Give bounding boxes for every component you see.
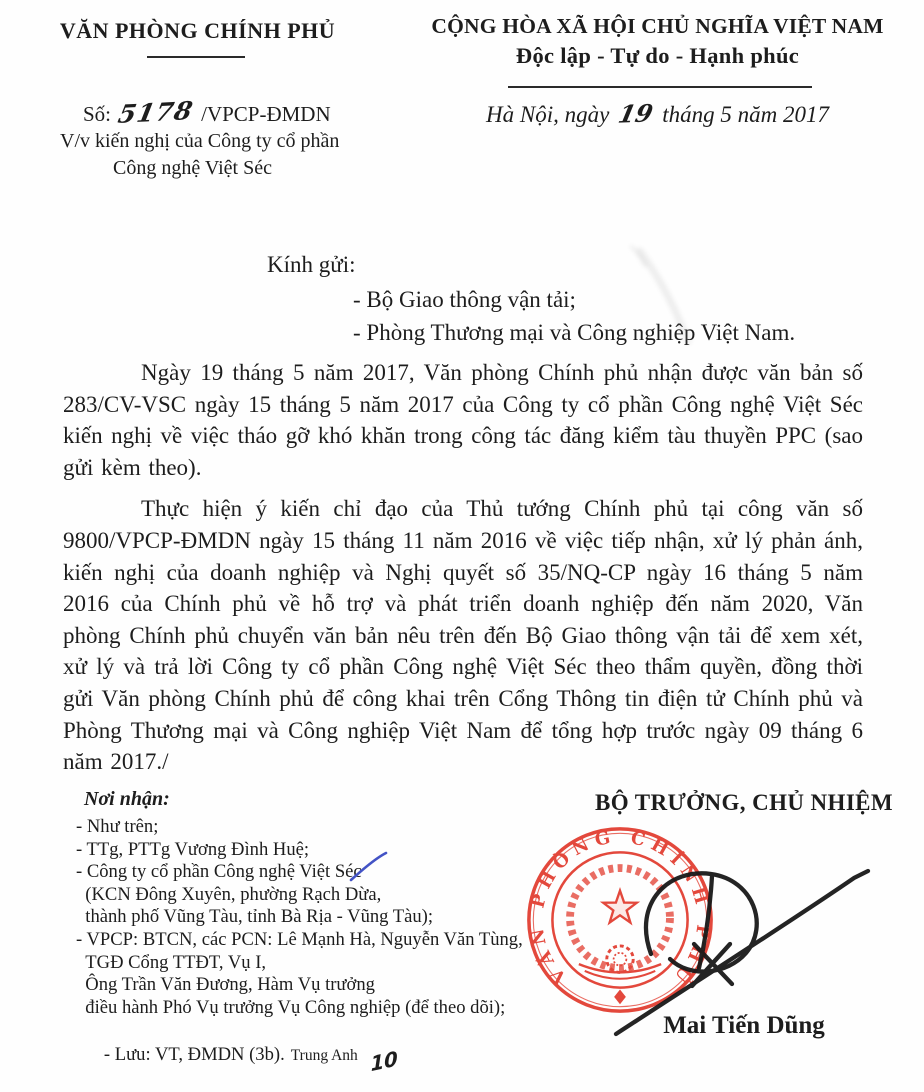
issuing-agency: VĂN PHÒNG CHÍNH PHỦ (59, 18, 336, 43)
dateline-suffix: tháng 5 năm 2017 (662, 102, 829, 127)
signer-name: Mai Tiến Dũng (663, 1012, 825, 1039)
letter-body (63, 357, 863, 788)
subject-line-2: Công nghệ Việt Séc (113, 157, 272, 179)
recipients-list (353, 284, 795, 349)
luu-item: - Lưu: VT, ĐMDN (3b). (103, 1043, 285, 1065)
noi-nhan-item: thành phố Vũng Tàu, tỉnh Bà Rịa - Vũng Tàu); (76, 906, 434, 928)
motto-divider (508, 86, 812, 88)
seal-ring-text: VĂN PHÒNG CHÍNH PHỦ (526, 826, 714, 988)
noi-nhan-item: - Như trên; (76, 816, 159, 837)
noi-nhan-item: Ông Trần Văn Đương, Hàm Vụ trưởng (76, 974, 375, 996)
noi-nhan-label: Nơi nhận: (84, 788, 170, 810)
salutation: Kính gửi: (267, 252, 356, 277)
national-header (430, 14, 885, 69)
dateline-prefix: Hà Nội, ngày (486, 102, 610, 127)
noi-nhan-item: - Công ty cổ phần Công nghệ Việt Séc (76, 861, 362, 883)
motto-line: Độc lập - Tự do - Hạnh phúc (515, 43, 800, 68)
clerk-name: Trung Anh (290, 1046, 358, 1064)
republic-line: CỘNG HÒA XÃ HỘI CHỦ NGHĨA VIỆT NAM (431, 14, 884, 38)
number-suffix: /VPCP-ĐMDN (201, 102, 331, 126)
recipient-line: - Phòng Thương mại và Công nghiệp Việt Nam. (353, 319, 796, 345)
pen-tick-icon (348, 850, 390, 884)
body-paragraph: Ngày 19 tháng 5 năm 2017, Văn phòng Chính phủ nhận được văn bản số 283/CV-VSC ngày 15 tháng 5 năm 2017 của Công ty cổ phần Công nghệ Việt Séc kiến nghị về việc tháo gỡ khó khăn trong công tác đăng kiểm tàu thuyền PPC (sao gửi kèm theo). (63, 360, 863, 480)
number-label: Số: (83, 102, 112, 126)
recipient-line: - Bộ Giao thông vận tải; (353, 287, 576, 312)
signer-title: BỘ TRƯỞNG, CHỦ NHIỆM (594, 790, 894, 815)
handwritten-number: 5178 (115, 96, 197, 129)
noi-nhan-list (76, 816, 523, 1090)
dateline (430, 99, 885, 128)
handwritten-note: 10 (369, 1045, 399, 1077)
document-number-line (83, 98, 331, 127)
luu-line (76, 1019, 523, 1090)
noi-nhan-item: điều hành Phó Vụ trưởng Vụ Công nghiệp (để theo dõi); (76, 996, 506, 1018)
issuer-divider (147, 56, 245, 58)
scan-smudge (612, 243, 722, 353)
noi-nhan-item: TGĐ Cổng TTĐT, Vụ I, (76, 951, 267, 973)
noi-nhan-item: - TTg, PTTg Vương Đình Huệ; (76, 838, 310, 860)
handwritten-day: 19 (615, 98, 656, 129)
noi-nhan-item: - VPCP: BTCN, các PCN: Lê Mạnh Hà, Nguyễn Văn Tùng, (76, 928, 523, 950)
noi-nhan-item: (KCN Đông Xuyên, phường Rạch Dừa, (76, 883, 382, 905)
body-paragraph: Thực hiện ý kiến chỉ đạo của Thủ tướng Chính phủ tại công văn số 9800/VPCP-ĐMDN ngày 15 tháng 11 năm 2016 về việc tiếp nhận, xử lý phản ánh, kiến nghị của doanh nghiệp và Nghị quyết số 35/NQ-CP ngày 16 tháng 5 năm 2016 của Chính phủ về hỗ trợ và phát triển doanh nghiệp đến năm 2020, Văn phòng Chính phủ chuyển văn bản nêu trên đến Bộ Giao thông vận tải để xem xét, xử lý và trả lời Công ty cổ phần Công nghệ Việt Séc theo thẩm quyền, đồng thời gửi Văn phòng Chính phủ để công khai trên Cổng Thông tin điện tử Chính phủ và Phòng Thương mại và Công nghiệp Việt Nam để tổng hợp trước ngày 09 tháng 6 năm 2017./ (63, 496, 863, 775)
subject-line-1: V/v kiến nghị của Công ty cổ phần (60, 130, 340, 152)
